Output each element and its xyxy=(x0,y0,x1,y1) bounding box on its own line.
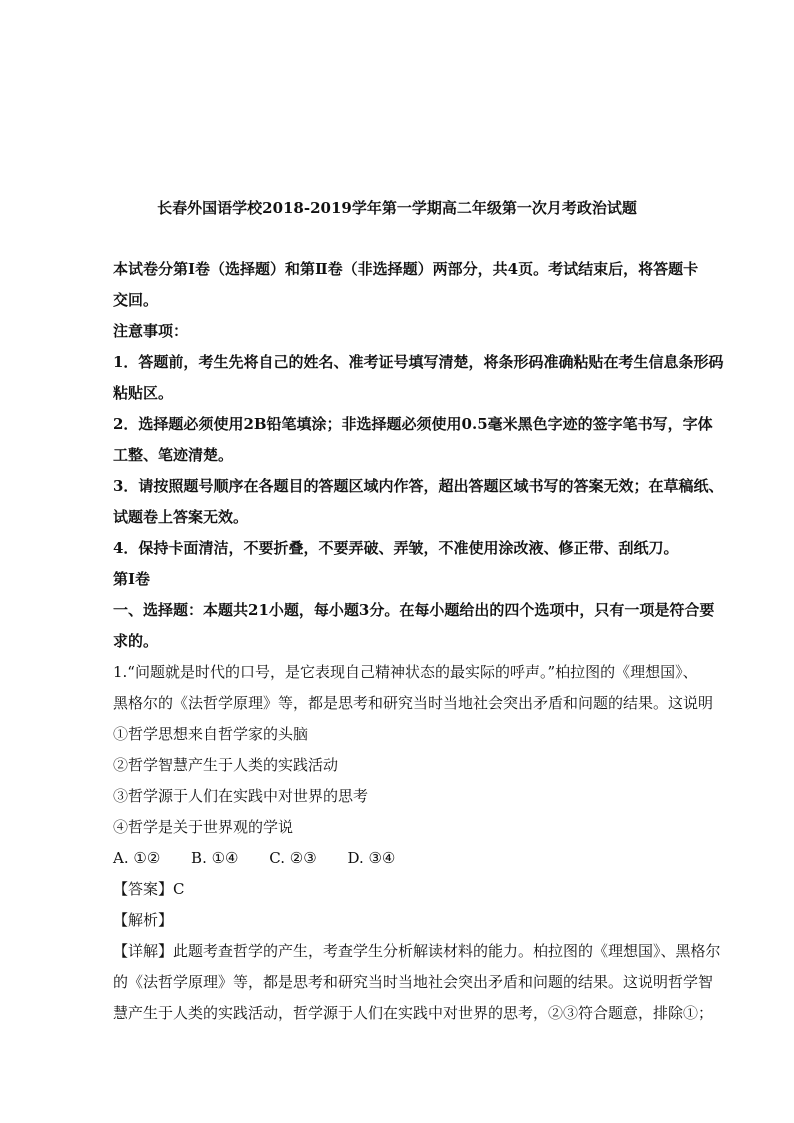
page-title: 长春外国语学校2018-2019学年第一学期高二年级第一次月考政治试题 xyxy=(157,199,637,217)
option-d: D. ③④ xyxy=(347,849,396,867)
answer-options xyxy=(113,848,683,868)
notice-item-1b: 粘贴区。 xyxy=(113,384,174,402)
question-stem-a: 1.“问题就是时代的口号，是它表现自己精神状态的最实际的呼声。”柏拉图的《理想国》、 xyxy=(113,663,698,681)
intro-line-2: 交回。 xyxy=(113,291,159,309)
analysis-line-b: 的《法哲学原理》等，都是思考和研究当时当地社会突出矛盾和问题的结果。这说明哲学智 xyxy=(113,973,714,991)
notice-item-1a: 1．答题前，考生先将自己的姓名、准考证号填写清楚，将条形码准确粘贴在考生信息条形码 xyxy=(113,353,724,371)
statement-4: ④哲学是关于世界观的学说 xyxy=(113,818,294,836)
analysis-line-a: 【详解】此题考查哲学的产生，考查学生分析解读材料的能力。柏拉图的《理想国》、黑格尔 xyxy=(113,942,721,960)
question-stem-b: 黑格尔的《法哲学原理》等，都是思考和研究当时当地社会突出矛盾和问题的结果。这说明 xyxy=(113,694,714,712)
notice-item-2b: 工整、笔迹清楚。 xyxy=(113,446,234,464)
section-heading-a: 一、选择题：本题共21小题，每小题3分。在每小题给出的四个选项中，只有一项是符合要 xyxy=(113,601,715,619)
notice-item-4: 4．保持卡面清洁，不要折叠，不要弄破、弄皱，不准使用涂改液、修正带、刮纸刀。 xyxy=(113,539,679,557)
notice-item-3a: 3．请按照题号顺序在各题目的答题区域内作答，超出答题区域书写的答案无效；在草稿纸、 xyxy=(113,477,724,495)
section-heading-b: 求的。 xyxy=(113,632,159,650)
notice-item-2a: 2．选择题必须使用2B铅笔填涂；非选择题必须使用0.5毫米黑色字迹的签字笔书写，字体 xyxy=(113,415,713,433)
notice-heading: 注意事项： xyxy=(113,322,189,340)
statement-2: ②哲学智慧产生于人类的实践活动 xyxy=(113,756,339,774)
analysis-label: 【解析】 xyxy=(113,911,174,929)
intro-line-1: 本试卷分第Ⅰ卷（选择题）和第Ⅱ卷（非选择题）两部分，共4页。考试结束后，将答题卡 xyxy=(113,260,699,278)
statement-3: ③哲学源于人们在实践中对世界的思考 xyxy=(113,787,369,805)
answer-line: 【答案】C xyxy=(113,880,185,898)
statement-1: ①哲学思想来自哲学家的头脑 xyxy=(113,725,309,743)
option-b: B. ①④ xyxy=(191,849,239,867)
analysis-line-c: 慧产生于人类的实践活动，哲学源于人们在实践中对世界的思考，②③符合题意，排除①； xyxy=(113,1004,714,1022)
volume-heading: 第Ⅰ卷 xyxy=(113,570,151,588)
option-c: C. ②③ xyxy=(269,849,317,867)
notice-item-3b: 试题卷上答案无效。 xyxy=(113,508,249,526)
option-a: A. ①② xyxy=(113,849,161,867)
